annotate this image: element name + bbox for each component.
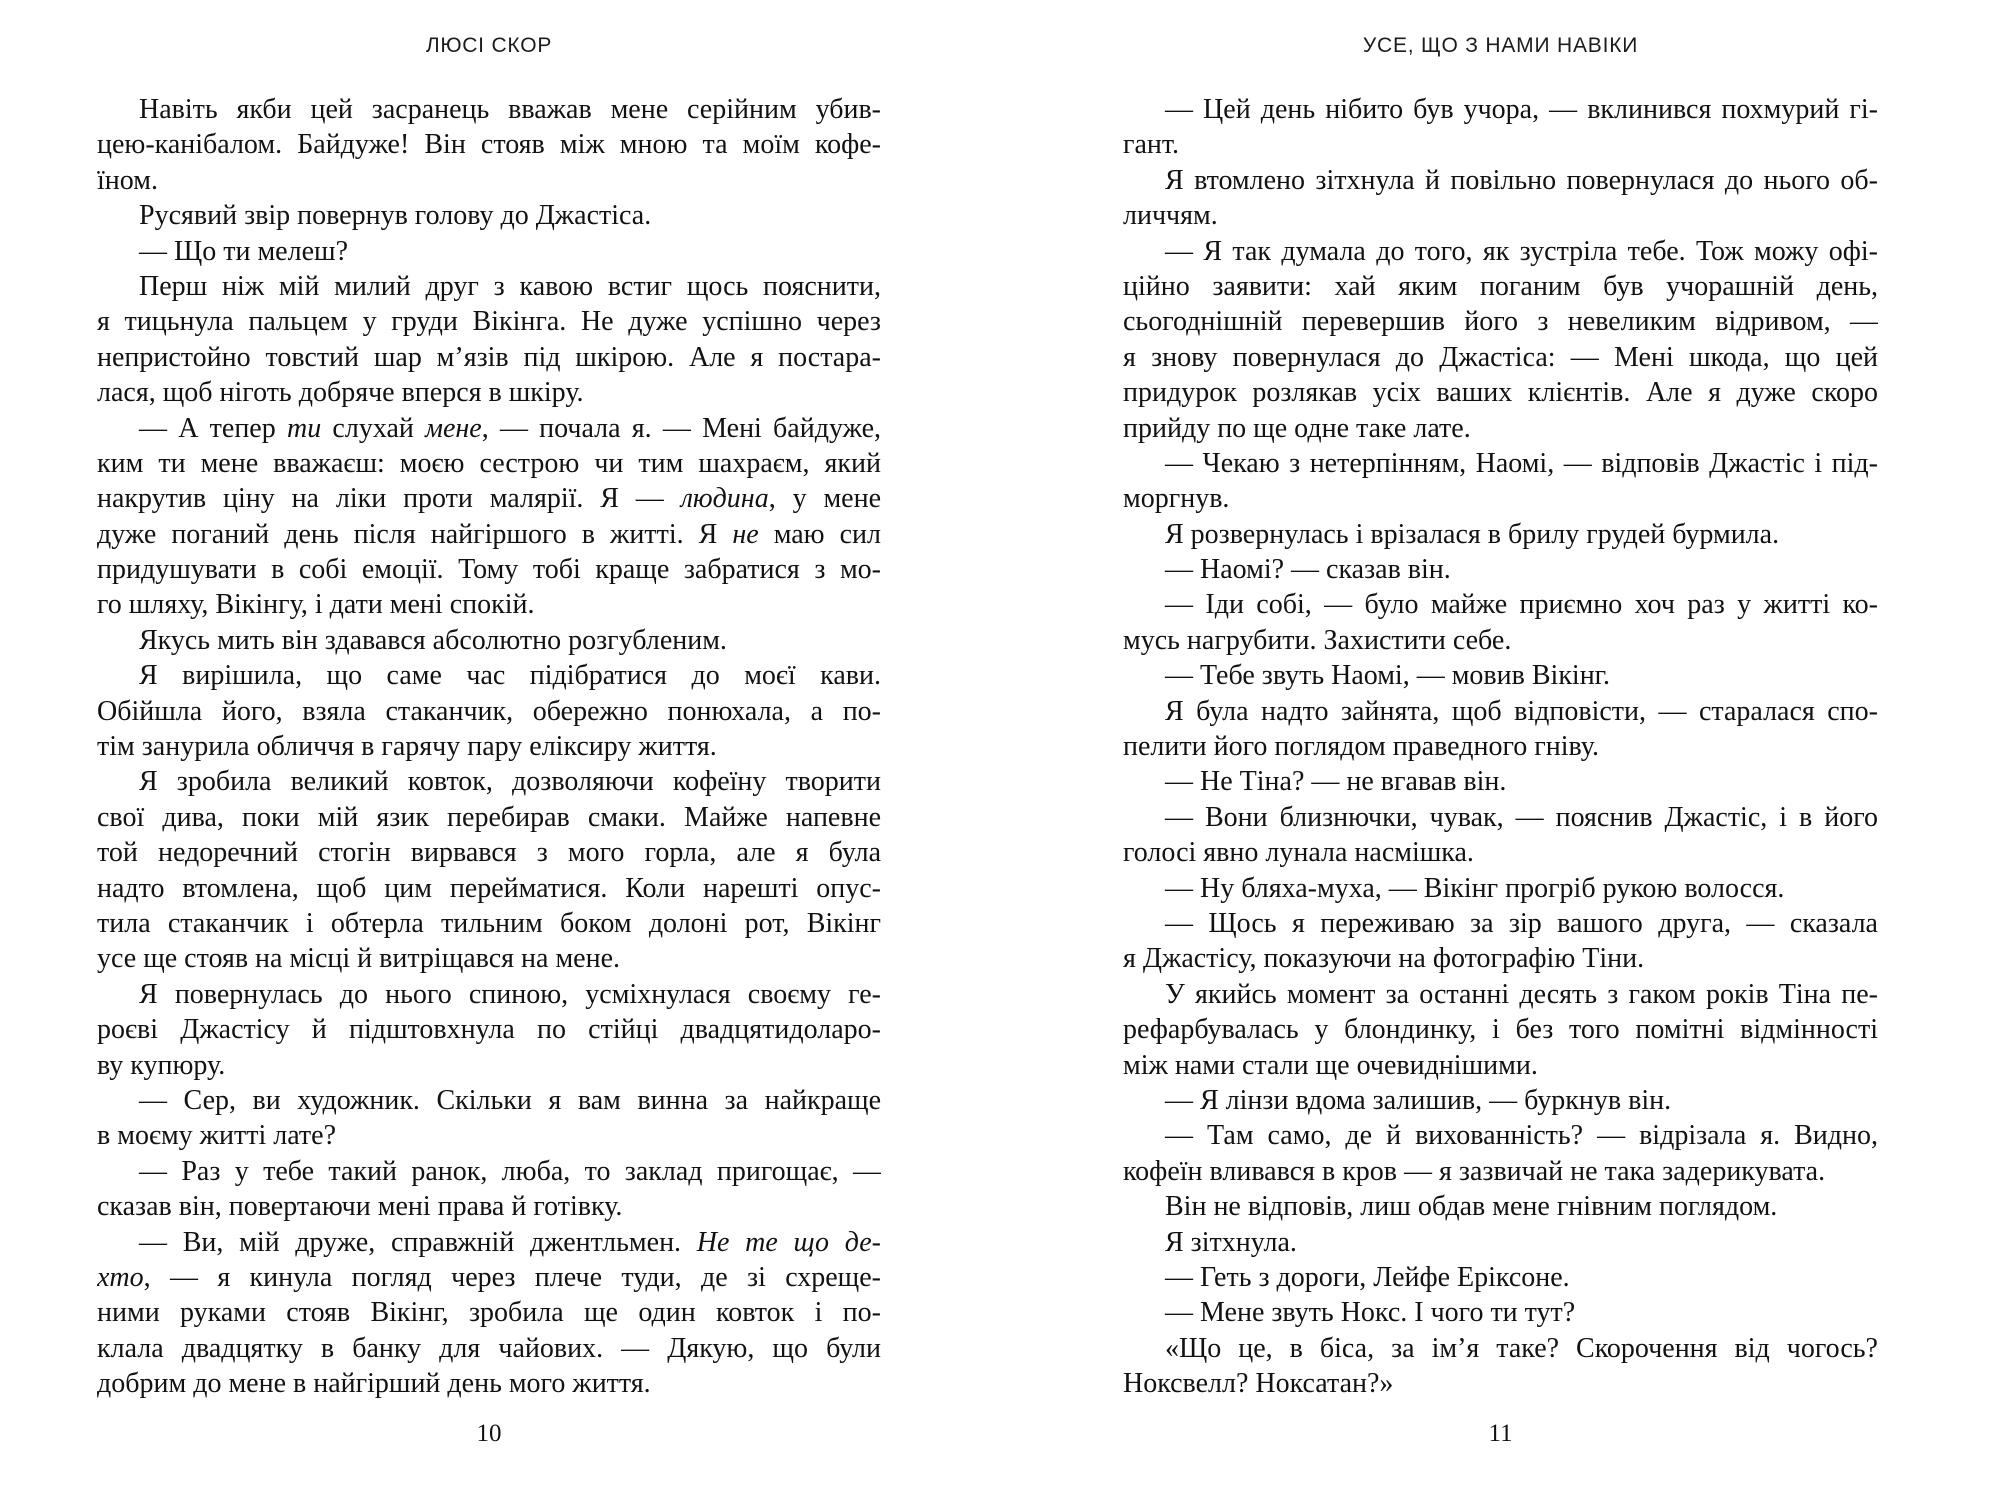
text-line: — Що ти мелеш? [139,235,349,267]
text-line: — Сер, ви художник. Скільки я вам винна за найкраще [139,1084,881,1116]
text-line: накрутив ціну на ліки проти малярії. Я — людина, у мене [97,483,881,515]
text-line: пелити його поглядом праведного гніву. [1123,731,1599,763]
text-line: личчям. [1123,200,1218,232]
text-line: «Що це, в біса, за ім’я таке? Скорочення від чогось? [1165,1332,1878,1364]
text-line: усе ще стояв на місці й витріщався на мене. [97,943,621,975]
text-line: — Ну бляха-муха, — Вікінг прогріб рукою волосся. [1165,872,1785,904]
text-line: — Наомі? — сказав він. [1165,554,1451,586]
page-text-left [97,92,881,1401]
text-line: Він не відповів, лиш обдав мене гнівним поглядом. [1165,1191,1778,1223]
text-line: Навіть якби цей засранець вважав мене серійним убив- [139,94,881,125]
text-line: — Цей день нібито був учора, — вклинився похмурий гі- [1165,94,1878,125]
text-line: Обійшла його, взяла стаканчик, обережно понюхала, а по- [97,695,881,727]
text-line: я тицьнула пальцем у груди Вікінга. Не дуже успішно через [97,306,881,338]
text-line: свої дива, поки мій язик перебирав смаки. Майже напевне [97,801,881,833]
text-line: Я втомлено зітхнула й повільно повернулася до нього об- [1165,164,1878,196]
text-line: роєві Джастісу й підштовхнула по стійці двадцятидоларо- [97,1014,881,1046]
text-line: — Мене звуть Нокс. І чого ти тут? [1165,1297,1576,1329]
text-line: непристойно товстий шар м’язів під шкірою. Але я постара- [97,341,881,373]
left-page [97,0,881,1500]
text-line: Русявий звір повернув голову до Джастіса. [139,200,652,232]
text-line: моргнув. [1123,483,1230,515]
text-line: Я зітхнула. [1165,1226,1297,1258]
text-line: — Раз у тебе такий ранок, люба, то заклад пригощає, — [139,1155,881,1187]
text-line: я Джастісу, показуючи на фотографію Тіни. [1123,943,1645,975]
text-line: Перш ніж мій милий друг з кавою встиг щось пояснити, [139,270,881,302]
text-line: надто втомлена, щоб цим перейматися. Коли нарешті опус- [97,872,881,904]
text-line: в моєму житті лате? [97,1120,337,1152]
text-line: сказав він, повертаючи мені права й готівку. [97,1191,623,1223]
text-line: я знову повернулася до Джастіса: — Мені шкода, що цей [1123,341,1878,373]
text-line: Я розвернулась і врізалася в брилу грудей бурмила. [1165,518,1780,550]
text-line: лася, щоб ніготь добряче вперся в шкіру. [97,377,584,409]
text-line: — Вони близнючки, чувак, — пояснив Джастіс, і в його [1165,801,1878,833]
text-line: між нами стали ще очевиднішими. [1123,1049,1538,1081]
text-line: дуже поганий день після найгіршого в житті. Я не маю сил [97,518,881,550]
text-line: — Щось я переживаю за зір вашого друга, — сказала [1165,907,1878,939]
text-line: їном. [97,164,158,196]
text-line: Я вирішила, що саме час підібратися до моєї кави. [139,660,881,692]
text-line: — А тепер ти слухай мене, — почала я. — Мені байдуже, [139,412,881,444]
page-number-left: 10 [476,1420,502,1447]
text-line: ційно заявити: хай яким поганим був учорашній день, [1123,270,1878,302]
text-line: — Не Тіна? — не вгавав він. [1165,766,1507,798]
text-line: — Там само, де й вихованність? — відрізала я. Видно, [1165,1120,1878,1152]
text-line: прийду по ще одне таке лате. [1123,412,1471,444]
text-line: клала двадцятку в банку для чайових. — Дякую, що були [97,1332,881,1364]
text-line: Я повернулась до нього спиною, усміхнулася своєму ге- [139,978,881,1010]
text-line: придушувати в собі емоції. Тому тобі краще забратися з мо- [97,554,881,586]
text-line: — Геть з дороги, Лейфе Еріксоне. [1165,1261,1570,1293]
text-line: ким ти мене вважаєш: моєю сестрою чи тим шахраєм, який [97,447,881,479]
running-header-title: УСЕ, ЩО З НАМИ НАВІКИ [1362,34,1639,57]
text-line: рефарбувалась у блондинку, і без того помітні відмінності [1123,1014,1878,1046]
text-line: той недоречний стогін вирвався з мого горла, але я була [97,837,881,869]
text-line: мусь нагрубити. Захистити себе. [1123,624,1512,656]
text-line: ву купюру. [97,1049,226,1081]
text-line: хто, — я кинула погляд через плече туди, де зі схреще- [97,1261,881,1293]
text-line: Я зробила великий ковток, дозволяючи кофеїну творити [139,766,881,798]
text-line: — Тебе звуть Наомі, — мовив Вікінг. [1165,660,1611,692]
text-line: гант. [1123,129,1180,161]
text-line: — Ви, мій друже, справжній джентльмен. Не те що де- [139,1226,881,1258]
text-line: — Я лінзи вдома залишив, — буркнув він. [1165,1084,1672,1116]
text-line: тила стаканчик і обтерла тильним боком долоні рот, Вікінг [97,907,881,939]
text-line: кофеїн вливався в кров — я зазвичай не така задерикувата. [1123,1155,1826,1187]
text-line: сьогоднішній перевершив його з невеликим відривом, — [1123,306,1878,338]
text-line: тім занурила обличчя в гарячу пару еліксиру життя. [97,731,717,763]
page-text-right [1123,92,1878,1401]
text-line: У якийсь момент за останні десять з гаком років Тіна пе- [1165,978,1878,1010]
text-line: цею-канібалом. Байдуже! Він стояв між мною та моїм кофе- [97,129,881,161]
right-page [1123,0,1878,1500]
running-header-author: ЛЮСІ СКОР [425,34,553,57]
text-line: го шляху, Вікінгу, і дати мені спокій. [97,589,535,621]
text-line: — Чекаю з нетерпінням, Наомі, — відповів Джастіс і під- [1165,447,1878,479]
text-line: ними руками стояв Вікінг, зробила ще один ковток і по- [97,1297,881,1329]
page-number-right: 11 [1488,1420,1513,1447]
text-line: — Я так думала до того, як зустріла тебе. Тож можу офі- [1165,235,1878,267]
text-line: Я була надто зайнята, щоб відповісти, — старалася спо- [1165,695,1878,727]
text-line: голосі явно лунала насмішка. [1123,837,1474,869]
text-line: придурок розлякав усіх ваших клієнтів. Але я дуже скоро [1123,377,1878,409]
text-line: — Іди собі, — було майже приємно хоч раз у житті ко- [1165,589,1878,621]
text-line: Ноксвелл? Ноксатан?» [1123,1368,1394,1400]
text-line: добрим до мене в найгірший день мого життя. [97,1368,651,1400]
text-line: Якусь мить він здавався абсолютно розгубленим. [139,624,727,656]
